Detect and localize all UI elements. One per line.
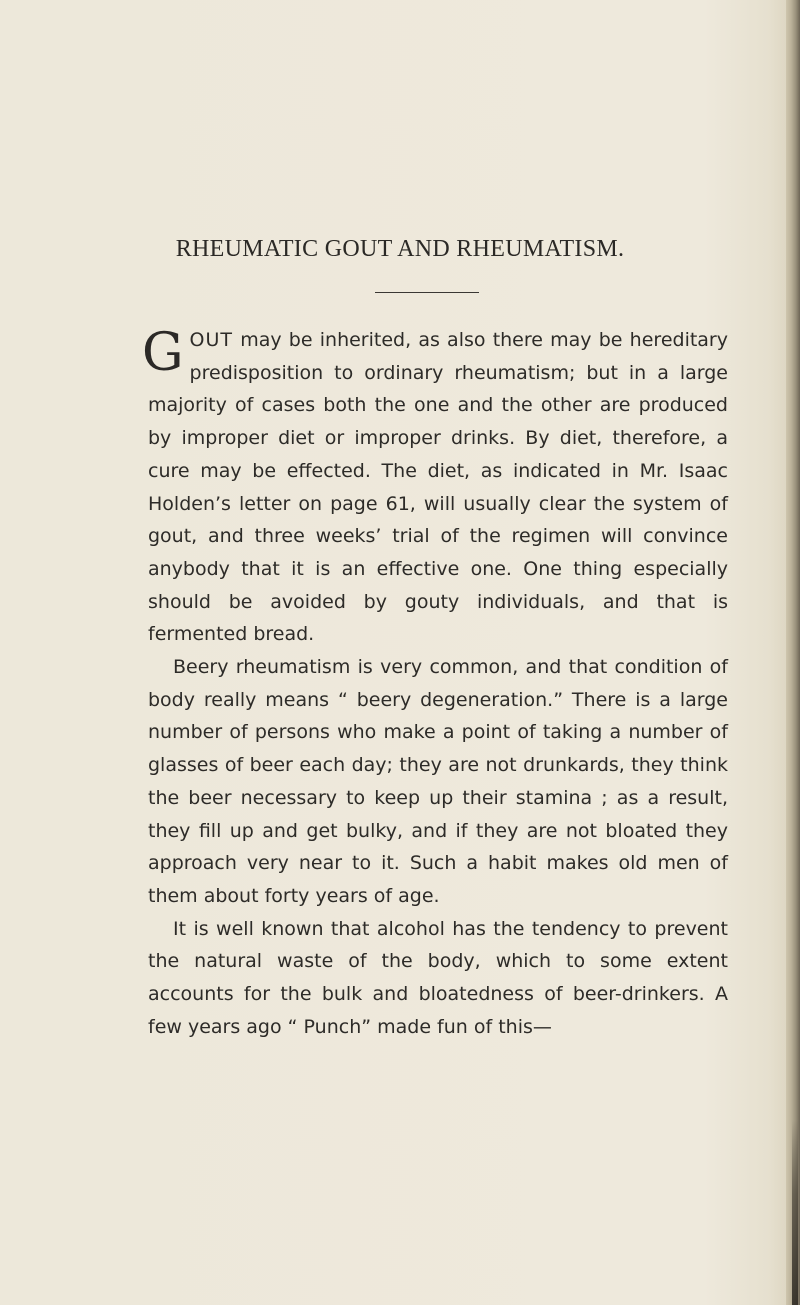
paragraph-1-text: may be inherited, as also there may be hereditary predisposition to ordinary rheumatism; but in a large majority of cases both the one and the other are produced by improper diet or improper drinks. By diet, therefore, a cure may be effected. The diet, as indicated in Mr. Isaac Holden’s letter on page 61, will usually clear the system of gout, and three weeks’ trial of the regimen will convince anybody that it is an effective one. One thing especially should be avoided by gouty individuals, and that is fermented bread.	[148, 329, 728, 646]
paragraph-3: It is well known that alcohol has the tendency to prevent the natural waste of the body, which to some extent accounts for the bulk and bloatedness of beer-drinkers. A few years ago “ Punch” made fun of this—	[148, 917, 728, 1038]
page-gutter-shadow	[786, 0, 800, 1305]
page-edge-shadow	[792, 1120, 798, 1305]
paragraph-1	[142, 323, 728, 651]
chapter-title: RHEUMATIC GOUT AND RHEUMATISM.	[175, 236, 625, 262]
paragraph-2: Beery rheumatism is very common, and that condition of body really means “ beery degeneration.” There is a large number of persons who make a point of taking a number of glasses of beer each day; they are not drunkards, they think the beer necessary to keep up their stamina ; as a result, they fill up and get bulky, and if they are not bloated they approach very near to it. Such a habit makes old men of them about forty years of age.	[148, 656, 728, 907]
chapter-body	[142, 323, 728, 1043]
lead-word: OUT	[189, 329, 234, 351]
drop-cap: G	[142, 323, 184, 383]
title-rule	[375, 292, 479, 293]
